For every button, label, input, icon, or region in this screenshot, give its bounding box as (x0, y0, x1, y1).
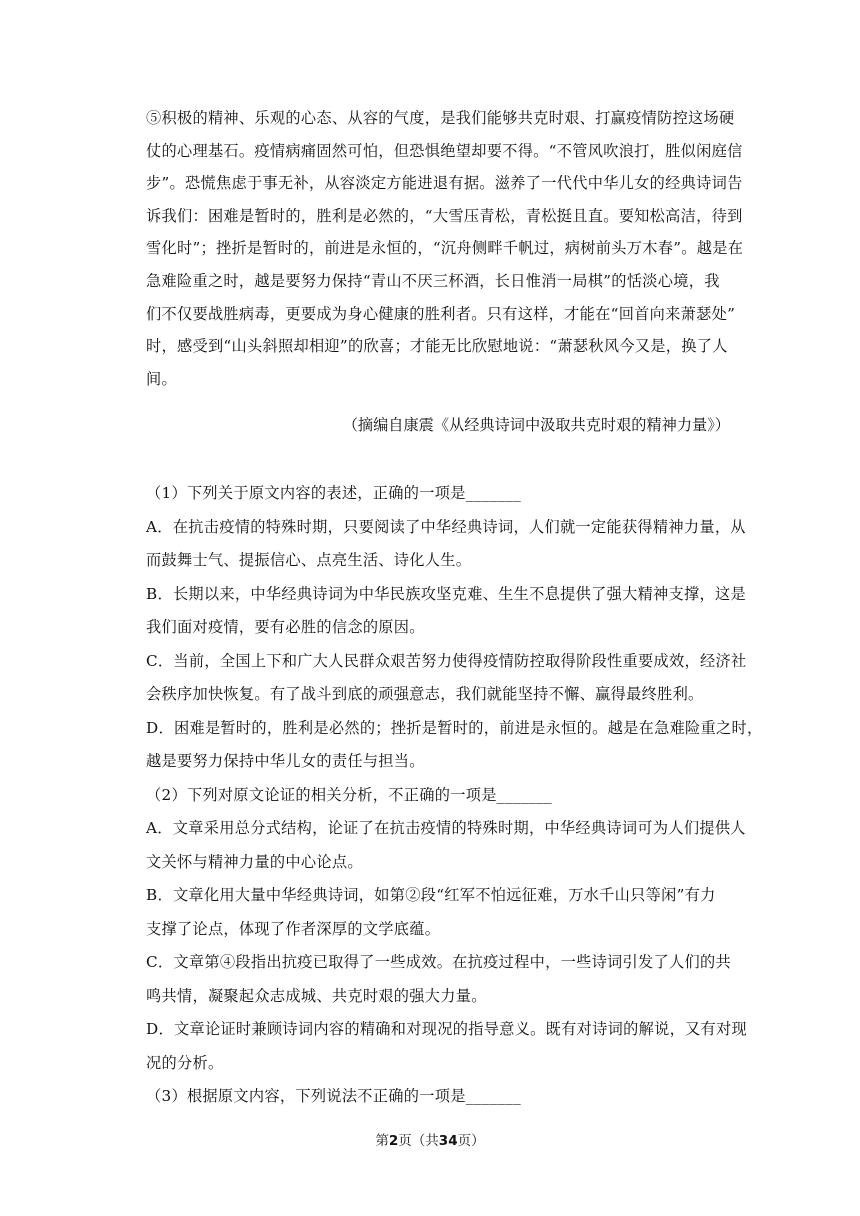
passage-paragraph (146, 102, 744, 395)
passage-line: 间。 (146, 369, 177, 388)
footer-suffix: 页） (457, 1133, 485, 1149)
question-2-option-a-cont: 文关怀与精神力量的中心论点。 (146, 852, 363, 871)
footer-total-pages: 34 (438, 1133, 458, 1149)
question-2-option-c-cont: 鸣共情，凝聚起众志成城、共克时艰的强大力量。 (146, 986, 487, 1005)
question-1-stem: （1）下列关于原文内容的表述，正确的一项是_______ (146, 484, 521, 502)
question-2-option-b: B．文章化用大量中华经典诗词，如第②段“红军不怕远征难，万水千山只等闲”有力 (146, 886, 716, 904)
passage-line: 急难险重之时，越是要努力保持“青山不厌三杯酒，长日惟消一局棋”的恬淡心境，我 (146, 271, 720, 290)
footer-page-number: 2 (388, 1133, 399, 1149)
passage-line: 步”。恐慌焦虑于事无补，从容淡定方能进退有据。滋养了一代代中华儿女的经典诗词告 (146, 174, 743, 193)
passage-line: 们不仅要战胜病毒，更要成为身心健康的胜利者。只有这样，才能在“回首向来萧瑟处” (146, 304, 736, 323)
question-1-option-c: C．当前，全国上下和广大人民群众艰苦努力使得疫情防控取得阶段性重要成效，经济社 (146, 651, 747, 670)
question-1-option-b: B．长期以来，中华经典诗词为中华民族攻坚克难、生生不息提供了强大精神支撑，这是 (146, 584, 746, 603)
passage-line: 诉我们：困难是暂时的，胜利是必然的，“大雪压青松，青松挺且直。要知松高洁，待到 (146, 206, 743, 225)
passage-line: ⑤积极的精神、乐观的心态、从容的气度，是我们能够共克时艰、打赢疫情防控这场硬 (146, 109, 735, 127)
question-2-option-d-cont: 况的分析。 (146, 1053, 224, 1072)
passage-line: 时，感受到“山头斜照却相迎”的欣喜；才能无比欣慰地说：“萧瑟秋风今又是，换了人 (146, 337, 728, 356)
passage-line: 雪化时”；挫折是暂时的，前进是永恒的，“沉舟侧畔千帆过，病树前头万木春”。越是在 (146, 239, 744, 258)
question-1-option-d-cont: 越是要努力保持中华儿女的责任与担当。 (146, 752, 425, 770)
question-3-stem: （3）根据原文内容，下列说法不正确的一项是_______ (146, 1087, 521, 1105)
question-2-option-a: A．文章采用总分式结构，论证了在抗击疫情的特殊时期，中华经典诗词可为人们提供人 (146, 819, 746, 837)
question-1-option-a: A．在抗击疫情的特殊时期，只要阅读了中华经典诗词，人们就一定能获得精神力量，从 (146, 517, 746, 536)
passage-source: （摘编自康震《从经典诗词中汲取共克时艰的精神力量》） (342, 416, 730, 434)
question-2-option-c: C．文章第④段指出抗疫已取得了一些成效。在抗疫过程中，一些诗词引发了人们的共 (146, 953, 731, 971)
questions-section (146, 477, 763, 1114)
footer-middle: 页（共 (398, 1133, 439, 1149)
question-2-option-b-cont: 支撑了论点，体现了作者深厚的文学底蕴。 (146, 919, 441, 938)
page-footer (0, 1132, 860, 1150)
question-1-option-a-cont: 而鼓舞士气、提振信心、点亮生活、诗化人生。 (146, 551, 472, 569)
question-2-stem: （2）下列对原文论证的相关分析，不正确的一项是_______ (146, 785, 552, 804)
question-1-option-b-cont: 我们面对疫情，要有必胜的信念的原因。 (146, 618, 425, 636)
question-2-option-d: D．文章论证时兼顾诗词内容的精确和对现况的指导意义。既有对诗词的解说，又有对现 (146, 1020, 748, 1038)
passage-line: 仗的心理基石。疫情病痛固然可怕，但恐惧绝望却要不得。“不管风吹浪打，胜似闲庭信 (146, 141, 743, 160)
footer-prefix: 第 (375, 1133, 389, 1149)
question-1-option-c-cont: 会秩序加快恢复。有了战斗到底的顽强意志，我们就能坚持不懈、赢得最终胜利。 (146, 685, 704, 703)
question-1-option-d: D．困难是暂时的，胜利是必然的；挫折是暂时的，前进是永恒的。越是在急难险重之时， (146, 718, 763, 737)
